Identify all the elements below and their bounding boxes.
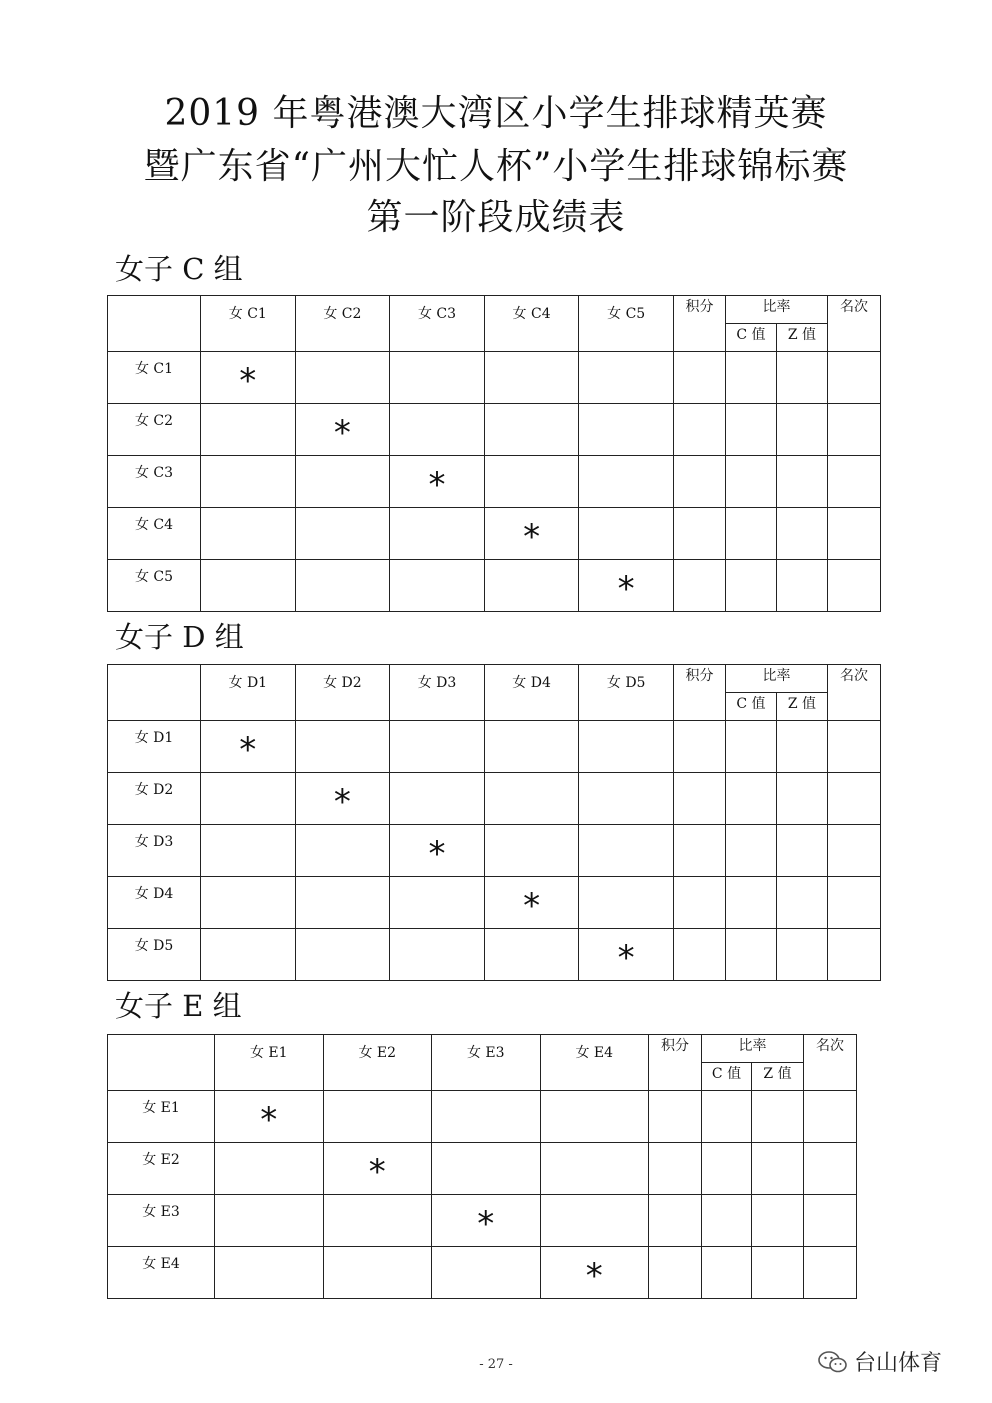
diagonal-cell bbox=[579, 560, 674, 612]
row-team-header bbox=[108, 929, 201, 981]
column-team-header bbox=[295, 296, 390, 352]
table-row bbox=[108, 1143, 857, 1195]
result-cell bbox=[432, 1247, 541, 1299]
result-cell bbox=[579, 721, 674, 773]
points-cell bbox=[673, 773, 725, 825]
result-cell bbox=[484, 560, 579, 612]
diagonal-cell bbox=[201, 721, 296, 773]
result-cell bbox=[484, 352, 579, 404]
row-team-label: 女 D5 bbox=[134, 938, 174, 954]
score-table bbox=[107, 1034, 857, 1299]
table-row bbox=[108, 1091, 857, 1143]
table-row bbox=[108, 560, 881, 612]
column-team-header bbox=[540, 1035, 649, 1091]
table-row bbox=[108, 1247, 857, 1299]
row-team-label: 女 D4 bbox=[134, 886, 174, 902]
result-cell bbox=[201, 877, 296, 929]
result-cell bbox=[323, 1247, 432, 1299]
result-cell bbox=[390, 352, 485, 404]
result-cell bbox=[484, 825, 579, 877]
points-cell bbox=[649, 1143, 702, 1195]
points-cell bbox=[673, 560, 725, 612]
result-cell bbox=[579, 825, 674, 877]
points-cell bbox=[673, 825, 725, 877]
result-cell bbox=[295, 721, 390, 773]
diagonal-cell bbox=[295, 773, 390, 825]
result-cell bbox=[390, 560, 485, 612]
column-team-header bbox=[215, 1035, 324, 1091]
column-team-header bbox=[579, 296, 674, 352]
diagonal-cell bbox=[484, 508, 579, 560]
result-cell bbox=[579, 773, 674, 825]
self-match-mark: * bbox=[333, 413, 351, 453]
score-table bbox=[107, 295, 881, 612]
column-team-label: 女 D4 bbox=[512, 675, 551, 691]
watermark-text: 台山体育 bbox=[854, 1351, 943, 1376]
result-cell bbox=[295, 560, 390, 612]
rank-cell bbox=[804, 1143, 857, 1195]
z-value-cell bbox=[776, 877, 827, 929]
rank-cell bbox=[827, 929, 880, 981]
z-value-cell bbox=[776, 404, 827, 456]
group-heading: 女子 D 组 bbox=[115, 620, 244, 654]
row-team-label: 女 D1 bbox=[134, 730, 174, 746]
result-cell bbox=[540, 1195, 649, 1247]
c-value-cell bbox=[725, 877, 776, 929]
table-row bbox=[108, 721, 881, 773]
diagonal-cell bbox=[540, 1247, 649, 1299]
rank-cell bbox=[804, 1195, 857, 1247]
row-team-label: 女 C4 bbox=[134, 517, 174, 533]
result-cell bbox=[201, 404, 296, 456]
column-team-label: 女 D3 bbox=[417, 675, 457, 691]
column-team-label: 女 C3 bbox=[417, 306, 457, 322]
result-cell bbox=[484, 404, 579, 456]
result-cell bbox=[579, 352, 674, 404]
column-team-label: 女 C1 bbox=[228, 306, 267, 322]
diagonal-cell bbox=[390, 456, 485, 508]
diagonal-cell bbox=[579, 929, 674, 981]
title-line-2: 暨广东省“广州大忙人杯”小学生排球锦标赛 bbox=[143, 146, 849, 187]
result-cell bbox=[390, 877, 485, 929]
row-team-header bbox=[108, 560, 201, 612]
points-cell bbox=[673, 877, 725, 929]
row-team-header bbox=[108, 825, 201, 877]
points-cell bbox=[673, 721, 725, 773]
table-row bbox=[108, 773, 881, 825]
column-team-label: 女 D1 bbox=[228, 675, 268, 691]
points-cell bbox=[673, 456, 725, 508]
result-cell bbox=[579, 508, 674, 560]
watermark bbox=[818, 1346, 942, 1377]
table-row bbox=[108, 456, 881, 508]
z-value-cell bbox=[752, 1247, 804, 1299]
self-match-mark: * bbox=[260, 1100, 278, 1140]
rank-header: 名次 bbox=[827, 665, 880, 721]
c-value-cell bbox=[725, 456, 776, 508]
c-value-cell bbox=[725, 825, 776, 877]
z-value-header: Z 值 bbox=[752, 1063, 804, 1091]
result-cell bbox=[484, 456, 579, 508]
row-team-header bbox=[108, 352, 201, 404]
row-team-label: 女 C2 bbox=[134, 413, 174, 429]
self-match-mark: * bbox=[617, 569, 635, 609]
c-value-header: C 值 bbox=[702, 1063, 752, 1091]
rank-cell bbox=[827, 404, 880, 456]
result-cell bbox=[201, 773, 296, 825]
points-cell bbox=[673, 352, 725, 404]
self-match-mark: * bbox=[585, 1256, 603, 1296]
row-team-header bbox=[108, 404, 201, 456]
column-team-header bbox=[484, 296, 579, 352]
score-table bbox=[107, 664, 881, 981]
self-match-mark: * bbox=[368, 1152, 386, 1192]
z-value-cell bbox=[776, 825, 827, 877]
result-cell bbox=[484, 721, 579, 773]
points-cell bbox=[649, 1195, 702, 1247]
c-value-cell bbox=[725, 508, 776, 560]
column-team-label: 女 C4 bbox=[512, 306, 551, 322]
column-team-header bbox=[390, 296, 485, 352]
rank-cell bbox=[827, 456, 880, 508]
row-team-label: 女 D3 bbox=[134, 834, 174, 850]
result-cell bbox=[390, 773, 485, 825]
wechat-icon bbox=[818, 1350, 848, 1374]
diagonal-cell bbox=[432, 1195, 541, 1247]
z-value-header: Z 值 bbox=[776, 693, 827, 721]
row-team-header bbox=[108, 1195, 215, 1247]
rank-cell bbox=[827, 877, 880, 929]
result-cell bbox=[295, 877, 390, 929]
ratio-header: 比率 bbox=[702, 1035, 804, 1063]
column-team-header bbox=[201, 665, 296, 721]
z-value-cell bbox=[776, 721, 827, 773]
rank-cell bbox=[804, 1247, 857, 1299]
table-row bbox=[108, 352, 881, 404]
ratio-header: 比率 bbox=[725, 296, 827, 324]
c-value-cell bbox=[702, 1143, 752, 1195]
row-team-label: 女 E4 bbox=[142, 1256, 180, 1272]
row-team-label: 女 C1 bbox=[134, 361, 174, 377]
column-team-label: 女 C5 bbox=[607, 306, 646, 322]
result-cell bbox=[295, 456, 390, 508]
self-match-mark: * bbox=[239, 730, 257, 770]
c-value-cell bbox=[702, 1247, 752, 1299]
points-cell bbox=[673, 508, 725, 560]
page-number: - 27 - bbox=[479, 1357, 513, 1372]
z-value-cell bbox=[752, 1195, 804, 1247]
column-team-label: 女 E4 bbox=[575, 1045, 614, 1061]
row-team-header bbox=[108, 456, 201, 508]
points-header: 积分 bbox=[649, 1035, 702, 1091]
result-cell bbox=[390, 929, 485, 981]
table-row bbox=[108, 929, 881, 981]
column-team-header bbox=[201, 296, 296, 352]
column-team-label: 女 E1 bbox=[249, 1045, 288, 1061]
row-team-header bbox=[108, 1091, 215, 1143]
c-value-cell bbox=[702, 1091, 752, 1143]
result-cell bbox=[201, 560, 296, 612]
z-value-cell bbox=[776, 560, 827, 612]
rank-header: 名次 bbox=[827, 296, 880, 352]
group-heading: 女子 E 组 bbox=[115, 989, 242, 1023]
result-cell bbox=[432, 1143, 541, 1195]
z-value-cell bbox=[776, 352, 827, 404]
row-team-label: 女 E1 bbox=[142, 1100, 180, 1116]
self-match-mark: * bbox=[523, 886, 541, 926]
row-team-header bbox=[108, 773, 201, 825]
corner-cell bbox=[108, 665, 201, 721]
row-team-label: 女 E3 bbox=[142, 1204, 180, 1220]
c-value-cell bbox=[702, 1195, 752, 1247]
diagonal-cell bbox=[484, 877, 579, 929]
row-team-label: 女 C5 bbox=[134, 569, 174, 585]
c-value-cell bbox=[725, 721, 776, 773]
column-team-header bbox=[432, 1035, 541, 1091]
group-heading: 女子 C 组 bbox=[115, 252, 243, 286]
result-cell bbox=[540, 1143, 649, 1195]
z-value-cell bbox=[752, 1091, 804, 1143]
result-cell bbox=[295, 508, 390, 560]
header-row bbox=[108, 296, 881, 324]
result-cell bbox=[484, 773, 579, 825]
z-value-header: Z 值 bbox=[776, 324, 827, 352]
c-value-cell bbox=[725, 929, 776, 981]
result-cell bbox=[579, 877, 674, 929]
rank-cell bbox=[827, 352, 880, 404]
c-value-cell bbox=[725, 352, 776, 404]
z-value-cell bbox=[776, 508, 827, 560]
column-team-header bbox=[484, 665, 579, 721]
result-cell bbox=[215, 1195, 324, 1247]
rank-cell bbox=[827, 721, 880, 773]
rank-cell bbox=[827, 508, 880, 560]
result-cell bbox=[390, 404, 485, 456]
result-cell bbox=[295, 825, 390, 877]
c-value-cell bbox=[725, 773, 776, 825]
column-team-header bbox=[579, 665, 674, 721]
column-team-label: 女 D5 bbox=[606, 675, 646, 691]
self-match-mark: * bbox=[239, 361, 257, 401]
column-team-label: 女 D2 bbox=[323, 675, 362, 691]
c-value-header: C 值 bbox=[725, 693, 776, 721]
c-value-header: C 值 bbox=[725, 324, 776, 352]
result-cell bbox=[215, 1143, 324, 1195]
diagonal-cell bbox=[215, 1091, 324, 1143]
result-cell bbox=[201, 929, 296, 981]
title-line-1: 2019 年粤港澳大湾区小学生排球精英赛 bbox=[164, 93, 828, 134]
table-row bbox=[108, 825, 881, 877]
result-cell bbox=[484, 929, 579, 981]
row-team-label: 女 E2 bbox=[142, 1152, 180, 1168]
row-team-header bbox=[108, 721, 201, 773]
self-match-mark: * bbox=[428, 465, 446, 505]
result-cell bbox=[579, 456, 674, 508]
result-cell bbox=[579, 404, 674, 456]
diagonal-cell bbox=[201, 352, 296, 404]
z-value-cell bbox=[752, 1143, 804, 1195]
row-team-header bbox=[108, 1247, 215, 1299]
diagonal-cell bbox=[323, 1143, 432, 1195]
self-match-mark: * bbox=[523, 517, 541, 557]
diagonal-cell bbox=[390, 825, 485, 877]
points-cell bbox=[673, 404, 725, 456]
result-cell bbox=[215, 1247, 324, 1299]
result-cell bbox=[432, 1091, 541, 1143]
result-cell bbox=[323, 1091, 432, 1143]
header-row bbox=[108, 665, 881, 693]
row-team-header bbox=[108, 1143, 215, 1195]
z-value-cell bbox=[776, 929, 827, 981]
c-value-cell bbox=[725, 404, 776, 456]
header-row bbox=[108, 1035, 857, 1063]
column-team-header bbox=[295, 665, 390, 721]
result-cell bbox=[540, 1091, 649, 1143]
table-row bbox=[108, 877, 881, 929]
row-team-header bbox=[108, 508, 201, 560]
z-value-cell bbox=[776, 773, 827, 825]
points-header: 积分 bbox=[673, 665, 725, 721]
column-team-header bbox=[390, 665, 485, 721]
self-match-mark: * bbox=[617, 938, 635, 978]
result-cell bbox=[201, 825, 296, 877]
title-line-3: 第一阶段成绩表 bbox=[366, 197, 626, 238]
self-match-mark: * bbox=[333, 782, 351, 822]
table-row bbox=[108, 404, 881, 456]
corner-cell bbox=[108, 1035, 215, 1091]
row-team-label: 女 C3 bbox=[134, 465, 174, 481]
rank-header: 名次 bbox=[804, 1035, 857, 1091]
rank-cell bbox=[827, 825, 880, 877]
result-cell bbox=[323, 1195, 432, 1247]
rank-cell bbox=[827, 773, 880, 825]
rank-cell bbox=[827, 560, 880, 612]
z-value-cell bbox=[776, 456, 827, 508]
result-cell bbox=[390, 721, 485, 773]
column-team-label: 女 E2 bbox=[358, 1045, 397, 1061]
column-team-label: 女 C2 bbox=[323, 306, 362, 322]
ratio-header: 比率 bbox=[725, 665, 827, 693]
result-cell bbox=[201, 456, 296, 508]
corner-cell bbox=[108, 296, 201, 352]
table-row bbox=[108, 508, 881, 560]
column-team-header bbox=[323, 1035, 432, 1091]
points-cell bbox=[649, 1091, 702, 1143]
rank-cell bbox=[804, 1091, 857, 1143]
c-value-cell bbox=[725, 560, 776, 612]
result-cell bbox=[295, 929, 390, 981]
table-row bbox=[108, 1195, 857, 1247]
diagonal-cell bbox=[295, 404, 390, 456]
points-cell bbox=[673, 929, 725, 981]
row-team-label: 女 D2 bbox=[134, 782, 174, 798]
result-cell bbox=[201, 508, 296, 560]
self-match-mark: * bbox=[428, 834, 446, 874]
result-cell bbox=[390, 508, 485, 560]
column-team-label: 女 E3 bbox=[466, 1045, 505, 1061]
row-team-header bbox=[108, 877, 201, 929]
self-match-mark: * bbox=[477, 1204, 495, 1244]
points-cell bbox=[649, 1247, 702, 1299]
result-cell bbox=[295, 352, 390, 404]
points-header: 积分 bbox=[673, 296, 725, 352]
